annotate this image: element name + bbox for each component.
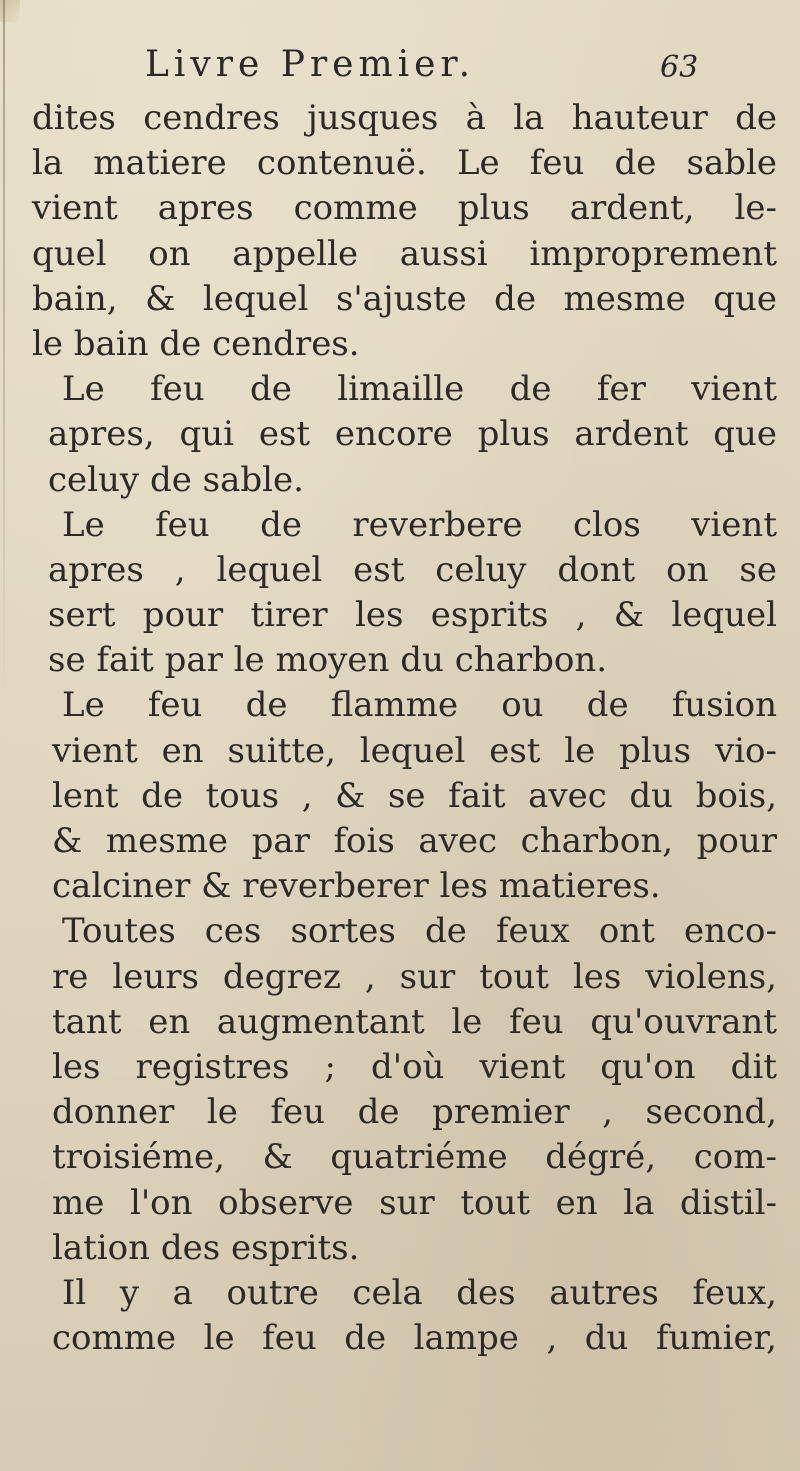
text-line: les registres ; d'où vient qu'on dit [52, 1046, 777, 1087]
text-line: comme le feu de lampe , du fumier, [52, 1318, 777, 1359]
body-text [32, 96, 777, 1361]
running-head: Livre Premier. [145, 44, 476, 85]
text-line: troisiéme, & quatriéme dégré, com- [52, 1137, 777, 1178]
text-line: apres , lequel est celuy dont on se [48, 549, 777, 590]
text-line: donner le feu de premier , second, [52, 1092, 777, 1133]
paragraph-start-line: Il y a outre cela des autres feux, [62, 1272, 777, 1313]
gutter-shadow [3, 0, 5, 700]
paragraph-start-line: Le feu de flamme ou de fusion [62, 685, 777, 726]
text-line: vient apres comme plus ardent, le- [32, 188, 777, 229]
page-number: 63 [660, 50, 699, 85]
text-line: lent de tous , & se fait avec du bois, [52, 775, 777, 816]
text-line: sert pour tirer les esprits , & lequel [48, 595, 777, 636]
text-line: calciner & reverberer les matieres. [52, 866, 661, 907]
text-line: bain, & lequel s'ajuste de mesme que [32, 278, 777, 319]
paragraph-start-line: Toutes ces sortes de feux ont enco- [62, 911, 777, 952]
text-line: le bain de cendres. [32, 323, 360, 364]
paragraph-start-line: Le feu de reverbere clos vient [62, 504, 777, 545]
text-line: celuy de sable. [48, 459, 304, 500]
text-line: & mesme par fois avec charbon, pour [52, 821, 777, 861]
text-line: tant en augmentant le feu qu'ouvrant [52, 1001, 777, 1042]
text-line: lation des esprits. [52, 1227, 360, 1268]
text-line: la matiere contenuë. Le feu de sable [32, 143, 777, 184]
paragraph-start-line: Le feu de limaille de fer vient [62, 369, 777, 410]
text-line: se fait par le moyen du charbon. [48, 640, 608, 681]
text-line: dites cendres jusques à la hauteur de [32, 98, 777, 138]
text-line: apres, qui est encore plus ardent que [48, 414, 777, 455]
text-line: vient en suitte, lequel est le plus vio- [52, 730, 777, 771]
text-line: re leurs degrez , sur tout les violens, [52, 956, 777, 997]
text-line: quel on appelle aussi improprement [32, 233, 777, 274]
text-line: me l'on observe sur tout en la distil- [52, 1182, 777, 1223]
